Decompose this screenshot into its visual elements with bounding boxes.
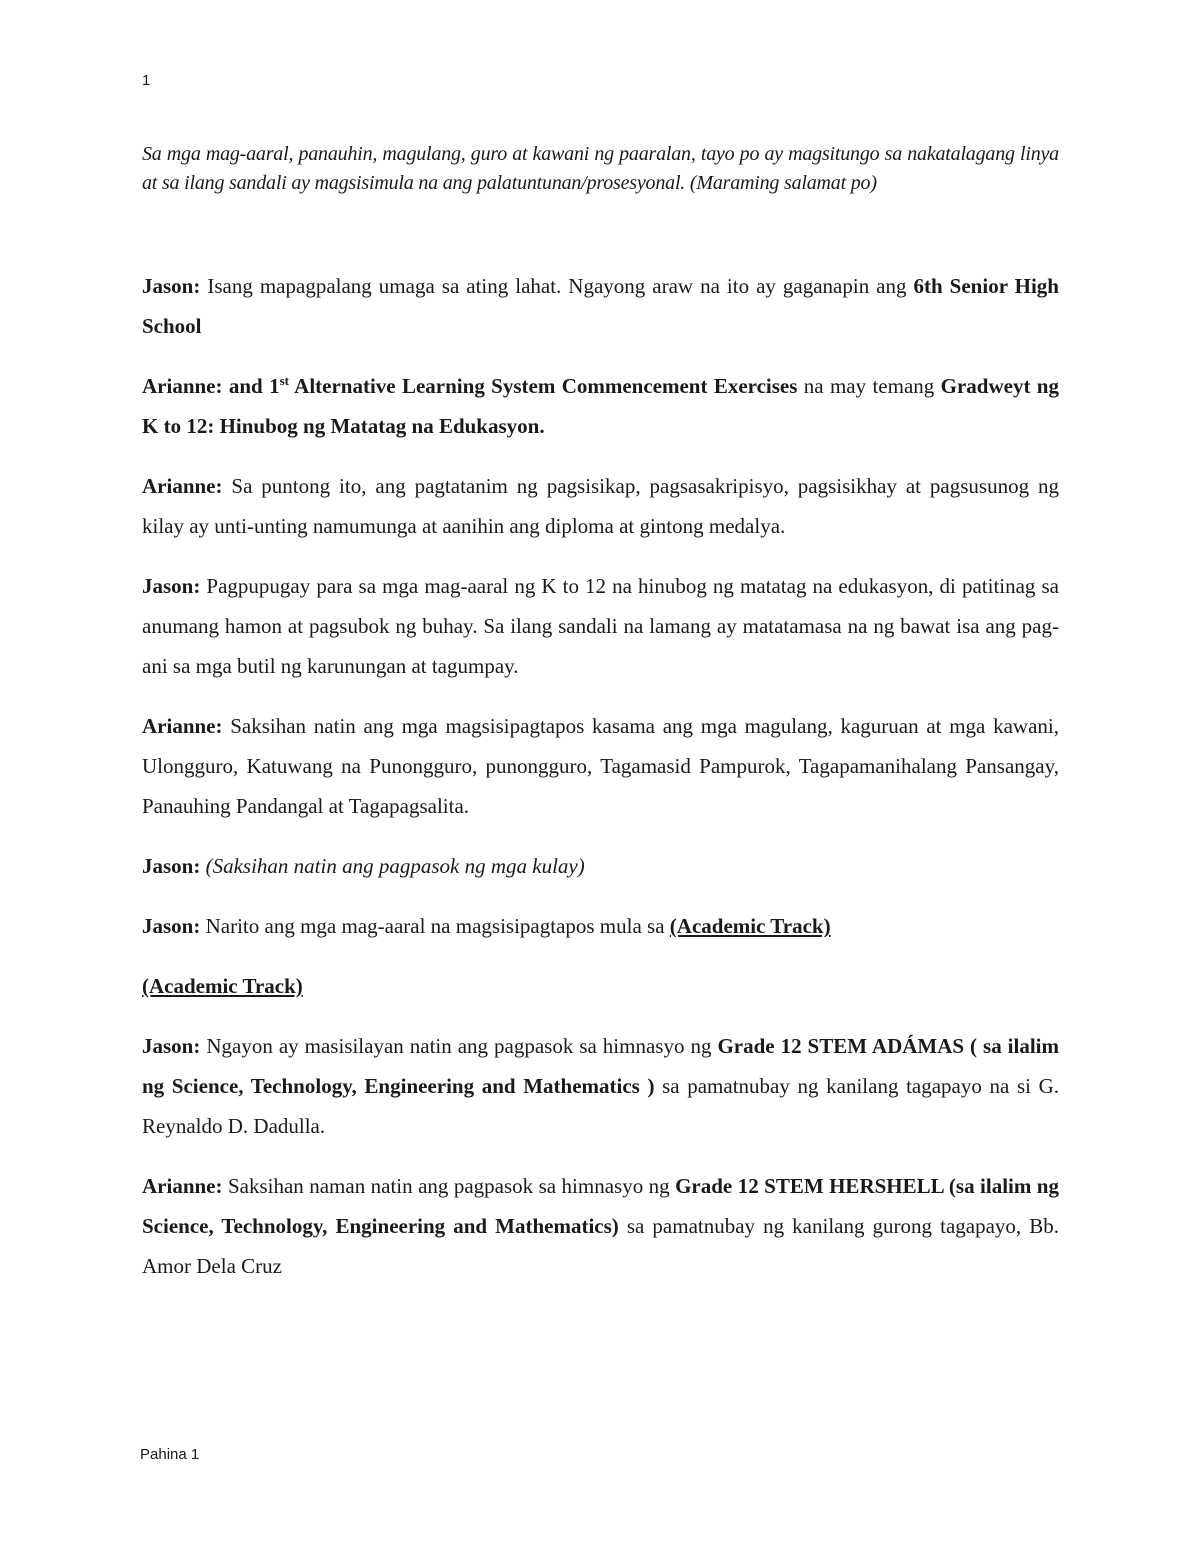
underlined-text: (Academic Track) [669, 914, 831, 938]
paragraph-arianne-2 [142, 466, 1059, 546]
paragraph-text: Pagpupugay para sa mga mag-aaral ng K to 12 na hinubog ng matatag na edukasyon, di patitinag sa anumang hamon at pagsubok ng buhay. Sa ilang sandali na lamang ay matatamasa na ng bawat isa ang pag-ani sa mga butil ng karunungan at tagumpay. [142, 574, 1059, 678]
bold-text: and 1 [222, 374, 280, 398]
paragraph-jason-1 [142, 266, 1059, 346]
speaker-label: Jason: [142, 274, 201, 298]
speaker-label: Jason: [142, 574, 201, 598]
underlined-heading: (Academic Track) [142, 974, 303, 998]
speaker-label: Arianne: [142, 1174, 223, 1198]
paragraph-arianne-3 [142, 706, 1059, 826]
paragraph-text: Saksihan natin ang mga magsisipagtapos kasama ang mga magulang, kaguruan at mga kawani, Ulongguro, Katuwang na Punongguro, punongguro, Tagamasid Pampurok, Tagapamanihalang Pansangay, Panauhing Pandangal at Tagapagsalita. [142, 714, 1059, 818]
speaker-label: Arianne: [142, 474, 223, 498]
paragraph-jason-3 [142, 846, 1059, 886]
paragraph-text: Sa puntong ito, ang pagtatanim ng pagsisikap, pagsasakripisyo, pagsisikhay at pagsusunog ng kilay ay unti-unting namumunga at aanihin ang diploma at gintong medalya. [142, 474, 1059, 538]
document-body [142, 140, 1059, 1306]
paragraph-text: na may temang [797, 374, 941, 398]
paragraph-text: Ngayon ay masisilayan natin ang pagpasok sa himnasyo ng [200, 1034, 718, 1058]
page-footer: Pahina 1 [140, 1446, 200, 1463]
paragraph-jason-5 [142, 1026, 1059, 1146]
intro-paragraph: Sa mga mag-aaral, panauhin, magulang, guro at kawani ng paaralan, tayo po ay magsitungo sa nakatalagang linya at sa ilang sandali ay magsisimula na ang palatuntunan/prosesyonal. (Maraming salamat po) [142, 143, 1059, 194]
section-heading-academic-track [142, 966, 1059, 1006]
bold-text: Grade 12 STEM ADÁMAS ( sa ilalim ng Science, Technology, Engineering and Mathematics ) [142, 1034, 1060, 1098]
speaker-label: Arianne: [142, 374, 223, 398]
speaker-label: Jason: [142, 854, 201, 878]
paragraph-jason-2 [142, 566, 1059, 686]
paragraph-text: sa pamatnubay ng kanilang tagapayo na si G. Reynaldo D. Dadulla. [142, 1074, 1060, 1138]
speaker-label: Jason: [142, 914, 201, 938]
speaker-label: Jason: [142, 1034, 201, 1058]
speaker-label: Arianne: [142, 714, 223, 738]
paragraph-text: sa pamatnubay ng kanilang gurong tagapayo, Bb. Amor Dela Cruz [142, 1214, 1059, 1278]
paragraph-text: Saksihan naman natin ang pagpasok sa himnasyo ng [222, 1174, 676, 1198]
bold-text: Alternative Learning System Commencement Exercises [288, 374, 798, 398]
paragraph-arianne-4 [142, 1166, 1059, 1286]
italic-text: (Saksihan natin ang pagpasok ng mga kulay) [200, 854, 585, 878]
paragraph-text: Narito ang mga mag-aaral na magsisipagtapos mula sa [200, 914, 670, 938]
bold-text: Grade 12 STEM HERSHELL (sa ilalim ng Science, Technology, Engineering and Mathematics) [142, 1174, 1059, 1238]
page-header-number: 1 [142, 72, 151, 89]
paragraph-arianne-1 [142, 366, 1059, 446]
theme-text: Gradweyt ng K to 12: Hinubog ng Matatag na Edukasyon. [142, 374, 1059, 438]
paragraph-text: Isang mapagpalang umaga sa ating lahat. Ngayong araw na ito ay gaganapin ang [200, 274, 914, 298]
superscript-text: st [279, 373, 289, 388]
paragraph-jason-4 [142, 906, 1059, 946]
bold-text: 6th Senior High School [142, 274, 1059, 338]
